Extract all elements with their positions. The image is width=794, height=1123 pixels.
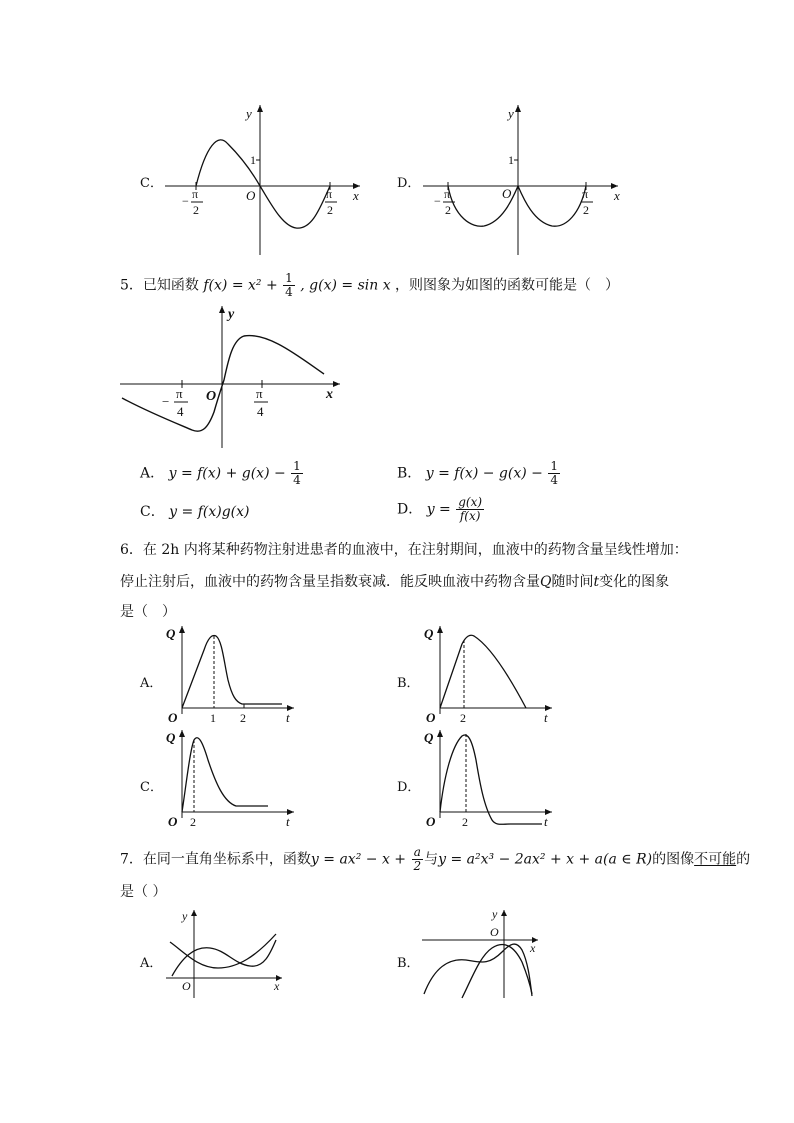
q6-stem-line1: 6．在 2h 内将某种药物注射进患者的血液中，在注射期间，血液中的药物含量呈线性增加：	[120, 542, 688, 558]
origin-label: O	[246, 188, 256, 203]
tick-label: 1	[210, 711, 216, 725]
q5-option-c[interactable]: C． y = f(x)g(x)	[140, 504, 250, 520]
axis-x-label: x	[326, 387, 333, 402]
axis-x-label: x	[614, 188, 620, 203]
tick-neg-sign: −	[434, 194, 441, 208]
tick-pi: π	[256, 386, 263, 401]
q6-option-a-graph	[160, 622, 300, 726]
tick-two: 2	[327, 203, 333, 217]
axis-y-label: y	[246, 106, 252, 121]
tick-label: 2	[190, 815, 196, 829]
q6-option-c-graph	[160, 726, 300, 830]
axis-x-label: x	[274, 979, 280, 993]
q5-graph	[118, 302, 348, 452]
q7-option-b-graph	[418, 906, 548, 1002]
origin-label: O	[168, 814, 178, 829]
tick-four: 4	[177, 404, 184, 419]
tick-one-label: 1	[250, 153, 256, 167]
q7-stem-line1: 7．在同一直角坐标系中，函数y = ax² − x + $\frac{a}{2}$ 与y = a²x³ − 2ax² + x + a(a ∈ R)的图像不可能的	[120, 845, 751, 873]
axis-x-label: x	[353, 188, 359, 203]
q7-option-a-graph	[160, 906, 290, 1002]
origin-label: O	[182, 979, 191, 993]
tick-four: 4	[257, 404, 264, 419]
tick-neg-sign: −	[162, 394, 170, 409]
q7-stem-line2: 是（ ）	[120, 884, 167, 900]
q6-option-b-label[interactable]: B．	[397, 676, 420, 691]
q6-option-b-graph	[418, 622, 558, 726]
tick-two: 2	[445, 203, 451, 217]
axis-t-label: t	[286, 710, 290, 725]
axis-t-label: t	[544, 814, 548, 829]
axis-t-label: t	[544, 710, 548, 725]
origin-label: O	[502, 186, 512, 201]
tick-label: 2	[240, 711, 246, 725]
q5-option-d[interactable]: D． y = $\frac{g(x)}{f(x)}$	[397, 495, 483, 523]
axis-q-label: Q	[424, 626, 434, 641]
q6-stem-line2: 停止注射后，血液中的药物含量呈指数衰减．能反映血液中药物含量Q随时间t变化的图象	[120, 574, 670, 590]
q5-stem	[120, 272, 619, 299]
q5-option-b[interactable]: B． y = f(x) − g(x) − $\frac{1}{4}$	[397, 459, 558, 487]
q5-g-def: , g(x) = sin x	[300, 277, 391, 294]
axis-t-label: t	[286, 814, 290, 829]
q7-option-a-label[interactable]: A．	[140, 956, 163, 971]
q5-stem-prefix: 5．已知函数	[120, 277, 199, 294]
origin-label: O	[168, 710, 178, 725]
q4-option-c-label[interactable]: C．	[140, 176, 163, 191]
tick-label: 2	[460, 711, 466, 725]
tick-two: 2	[583, 203, 589, 217]
axis-x-label: x	[530, 941, 536, 955]
q5-frac: $\frac{1}{4}$	[285, 271, 293, 299]
q5-option-a[interactable]: A． y = f(x) + g(x) − $\frac{1}{4}$	[140, 459, 301, 487]
tick-neg-sign: −	[182, 194, 189, 208]
q6-option-c-label[interactable]: C．	[140, 780, 163, 795]
q6-option-a-label[interactable]: A．	[140, 676, 163, 691]
q4-option-d-graph	[418, 100, 628, 260]
q7-option-b-label[interactable]: B．	[397, 956, 420, 971]
axis-y-label: y	[228, 307, 235, 322]
axis-y-label: y	[508, 106, 514, 121]
origin-label: O	[426, 814, 436, 829]
tick-one-label: 1	[508, 153, 514, 167]
tick-pi: π	[176, 386, 183, 401]
tick-pi: π	[326, 187, 333, 201]
tick-two: 2	[193, 203, 199, 217]
q5-stem-suffix: ，则图象为如图的函数可能是（ ）	[395, 277, 620, 294]
axis-y-label: y	[492, 907, 498, 921]
q5-f-def: f(x) = x² +	[203, 277, 283, 294]
axis-q-label: Q	[424, 730, 434, 745]
tick-pi: π	[444, 187, 451, 201]
origin-label: O	[206, 389, 217, 404]
axis-q-label: Q	[166, 730, 176, 745]
q6-option-d-label[interactable]: D．	[397, 780, 421, 795]
q6-option-d-graph	[418, 726, 558, 830]
tick-pi: π	[582, 187, 589, 201]
origin-label: O	[426, 710, 436, 725]
tick-pi: π	[192, 187, 199, 201]
q6-stem-line3: 是（ ）	[120, 604, 176, 620]
axis-y-label: y	[182, 909, 188, 923]
axis-q-label: Q	[166, 626, 176, 641]
q4-option-c-graph	[160, 100, 370, 260]
origin-label: O	[490, 925, 499, 939]
q4-option-d-label[interactable]: D．	[397, 176, 421, 191]
tick-label: 2	[462, 815, 468, 829]
